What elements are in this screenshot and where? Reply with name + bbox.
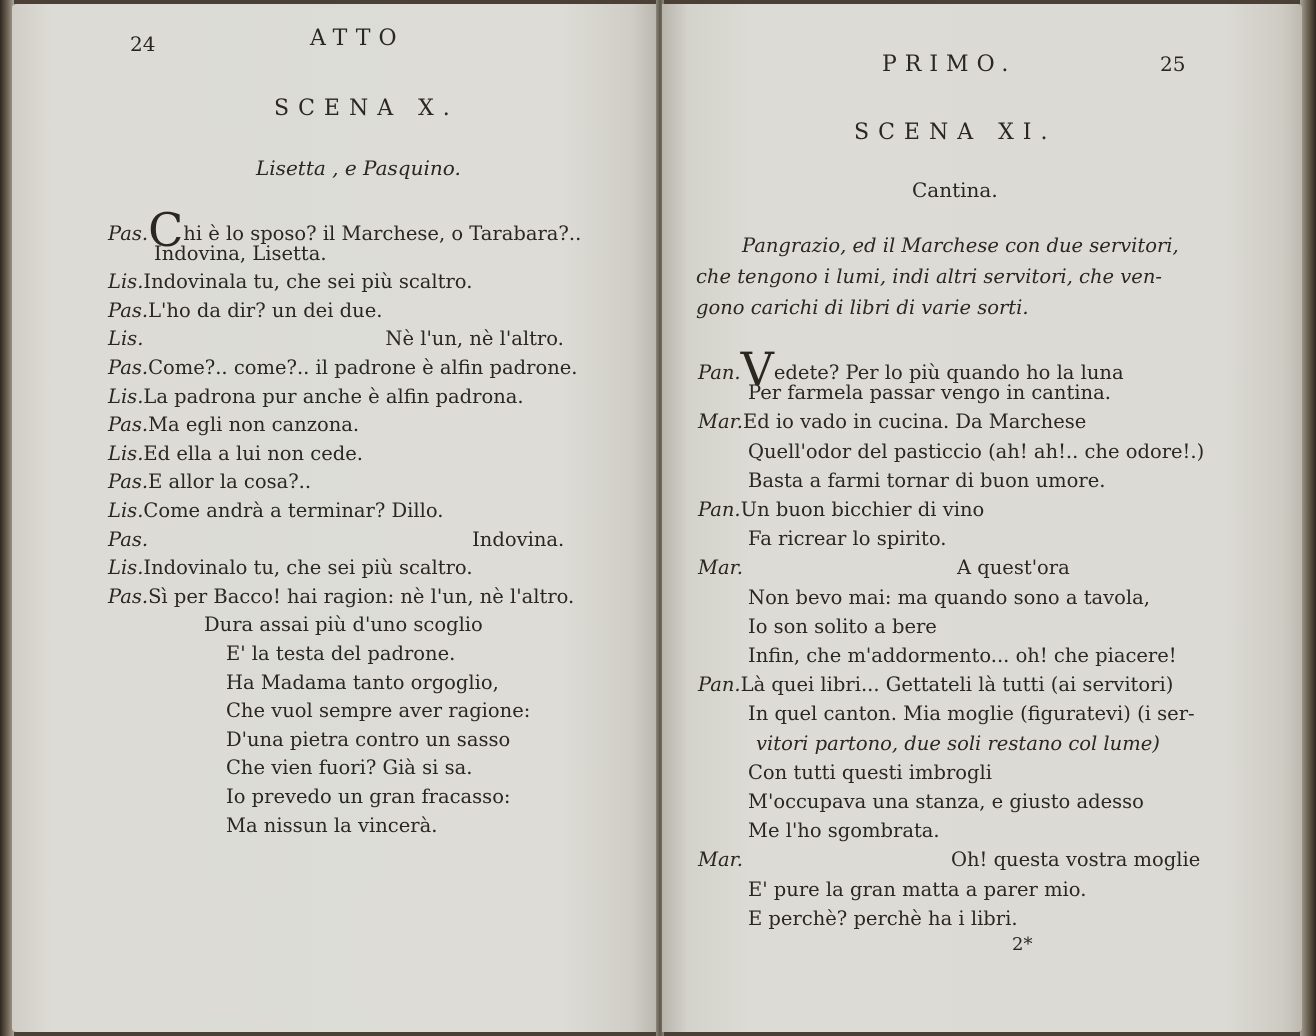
speaker-label: Lis.: [108, 499, 144, 522]
line-text: [148, 353, 577, 382]
speaker-label: Pan.: [698, 673, 741, 697]
line-text: [226, 782, 511, 811]
line-text: [472, 525, 564, 554]
line-words: Indovinalo tu, che sei più scaltro.: [143, 556, 473, 580]
speaker-label: Pas.: [108, 413, 149, 437]
line-words: Ma egli non canzona.: [148, 413, 360, 437]
verse-line: [698, 612, 937, 641]
verse-line: [698, 524, 946, 553]
line-text: [741, 495, 985, 524]
character-list: Lisetta , e Pasquino.: [256, 156, 461, 180]
verse-line: [108, 782, 511, 811]
verse-line: [698, 904, 1018, 933]
line-text: [148, 296, 382, 325]
scene-setting: Cantina.: [912, 178, 998, 202]
line-text: [143, 382, 523, 411]
verse-line: [698, 378, 1111, 407]
line-text: [748, 875, 1086, 904]
line-text: [154, 239, 327, 268]
line-text: [748, 787, 1144, 816]
line-words: Io son solito a bere: [748, 614, 937, 638]
line-text: [226, 696, 530, 725]
verse-line: [698, 758, 992, 787]
line-words: Io prevedo un gran fracasso:: [226, 785, 511, 808]
right-page: [662, 4, 1302, 1032]
line-words: Un buon bicchier di vino: [740, 498, 985, 521]
verse-line: [698, 875, 1086, 904]
stage-direction-line: gono carichi di libri di varie sorti.: [696, 296, 1029, 319]
scene-title: SCENA XI.: [854, 120, 1057, 145]
line-words: E allor la cosa?..: [148, 470, 312, 494]
line-words: Come andrà a terminar? Dillo.: [143, 499, 444, 522]
verse-line: [108, 525, 564, 554]
verse-line: [108, 725, 510, 754]
verse-line: [108, 668, 499, 697]
line-words: Ha Madama tanto orgoglio,: [226, 670, 499, 694]
verse-line: [698, 670, 1173, 699]
line-text: [748, 466, 1105, 495]
speaker-label: Lis.: [108, 556, 144, 580]
line-words: Là quei libri... Gettateli là tutti (ai servitori): [740, 673, 1174, 697]
line-text: [143, 496, 443, 525]
line-text: [743, 407, 1086, 436]
speaker-label: Lis.: [108, 441, 144, 465]
verse-line: [108, 439, 363, 468]
speaker-label: Pas.: [108, 584, 149, 608]
verse-line: [698, 845, 1200, 874]
line-text: [226, 668, 499, 697]
speaker-label: Lis.: [108, 270, 144, 294]
page-number: 25: [1160, 52, 1186, 76]
line-words: Nè l'un, nè l'altro.: [385, 327, 564, 351]
speaker-label: Pan.: [698, 498, 741, 521]
line-words: E' pure la gran matta a parer mio.: [748, 877, 1087, 901]
line-words: M'occupava una stanza, e giusto adesso: [748, 790, 1144, 813]
line-words: Sì per Bacco! hai ragion: nè l'un, nè l'altro.: [148, 584, 575, 608]
line-text: [748, 524, 946, 553]
verse-line: [698, 816, 940, 845]
line-text: [385, 324, 563, 353]
line-words: L'ho da dir? un dei due.: [148, 298, 383, 322]
verse-line: [108, 353, 578, 382]
line-text: [226, 639, 455, 668]
speaker-label: Lis.: [108, 327, 144, 351]
line-text: [957, 553, 1070, 582]
line-text: [143, 267, 472, 296]
line-text: [148, 582, 574, 611]
stage-direction-line: che tengono i lumi, indi altri servitori, che ven-: [696, 265, 1162, 288]
verse-line: [108, 382, 524, 411]
line-words: D'una pietra contro un sasso: [226, 727, 511, 751]
running-head: PRIMO.: [882, 52, 1017, 77]
line-words: Dura assai più d'uno scoglio: [204, 613, 483, 637]
line-text: [748, 612, 937, 641]
line-words: Me l'ho sgombrata.: [748, 819, 940, 843]
verse-line: [108, 496, 443, 525]
line-text: [748, 641, 1177, 670]
line-words: Indovina, Lisetta.: [154, 241, 327, 265]
line-text: [748, 758, 992, 787]
line-text: [748, 437, 1204, 466]
verse-line: [108, 467, 311, 496]
line-words: Con tutti questi imbrogli: [748, 760, 993, 784]
line-words: hi è lo sposo? il Marchese, o Tarabara?..: [183, 222, 582, 245]
line-words: Infin, che m'addormento... oh! che piacere!: [748, 644, 1177, 667]
line-words: Che vuol sempre aver ragione:: [226, 699, 531, 723]
line-text: [748, 583, 1150, 612]
left-page: [12, 4, 658, 1032]
speaker-label: Mar.: [698, 848, 743, 872]
verse-line: [108, 696, 530, 725]
line-text: [741, 670, 1174, 699]
verse-line: [698, 729, 1160, 758]
speaker-label: Pas.: [108, 527, 149, 551]
line-words: Quell'odor del pasticcio (ah! ah!.. che odore!.): [748, 439, 1205, 463]
verse-line: [108, 239, 327, 268]
line-words: La padrona pur anche è alfin padrona.: [143, 384, 524, 408]
line-words: E perchè? perchè ha i libri.: [748, 906, 1018, 930]
verse-line: [108, 410, 359, 439]
verse-line: [108, 267, 472, 296]
speaker-label: Mar.: [698, 556, 743, 580]
speaker-label: Pan.: [698, 361, 741, 384]
verse-line: [108, 296, 382, 325]
line-text: [748, 816, 940, 845]
line-words: Come?.. come?.. il padrone è alfin padrone.: [148, 356, 578, 379]
line-text: [148, 410, 359, 439]
verse-line: [108, 811, 437, 840]
line-text: [143, 439, 363, 468]
verse-line: [698, 641, 1177, 670]
line-text: [756, 729, 1160, 758]
line-words: Che vien fuori? Già si sa.: [226, 756, 473, 780]
verse-line: [108, 639, 455, 668]
line-text: [748, 378, 1111, 407]
line-words: Ed ella a lui non cede.: [143, 441, 363, 465]
line-words: Indovina.: [472, 527, 565, 551]
verse-line: [698, 553, 1070, 582]
line-text: [226, 811, 437, 840]
verse-line: [698, 699, 1195, 728]
scene-title: SCENA X.: [274, 96, 459, 121]
line-words: A quest'ora: [956, 556, 1070, 580]
line-words: In quel canton. Mia moglie (figuratevi) (i ser-: [748, 702, 1195, 726]
line-text: [226, 725, 510, 754]
line-words: Non bevo mai: ma quando sono a tavola,: [748, 585, 1150, 609]
verse-line: [108, 610, 483, 639]
line-text: [951, 845, 1200, 874]
page-number: 24: [130, 32, 156, 56]
signature-mark: 2*: [1012, 934, 1033, 955]
speaker-label: Mar.: [698, 410, 743, 434]
drop-cap: V: [740, 342, 774, 396]
line-words: Indovinala tu, che sei più scaltro.: [143, 270, 473, 294]
verse-line: [108, 582, 574, 611]
line-text: [748, 904, 1018, 933]
line-text: [226, 753, 472, 782]
line-words: E' la testa del padrone.: [226, 642, 456, 665]
verse-line: [108, 324, 564, 353]
line-words: edete? Per lo più quando ho la luna: [773, 361, 1124, 384]
speaker-label: Pas.: [108, 470, 149, 494]
stage-direction-line: Pangrazio, ed il Marchese con due servitori,: [742, 234, 1179, 257]
verse-line: [698, 407, 1086, 436]
running-head: ATTO: [310, 26, 405, 51]
verse-line: [698, 787, 1144, 816]
line-text: [748, 699, 1195, 728]
speaker-label: Pas.: [108, 298, 149, 322]
line-words: Ma nissun la vincerà.: [226, 813, 438, 837]
speaker-label: Lis.: [108, 384, 144, 408]
verse-line: [108, 753, 472, 782]
drop-cap: C: [148, 203, 184, 257]
speaker-label: Pas.: [108, 222, 149, 245]
line-text: [143, 553, 472, 582]
line-words: vitori partono, due soli restano col lume): [756, 731, 1160, 755]
verse-line: [698, 466, 1105, 495]
line-words: Fa ricrear lo spirito.: [748, 527, 947, 551]
verse-line: [108, 553, 473, 582]
line-text: [148, 467, 311, 496]
line-words: Ed io vado in cucina. Da Marchese: [742, 410, 1087, 434]
line-words: Per farmela passar vengo in cantina.: [748, 381, 1111, 405]
line-text: [204, 610, 483, 639]
verse-line: [698, 495, 984, 524]
line-words: Basta a farmi tornar di buon umore.: [748, 468, 1106, 492]
verse-line: [698, 437, 1204, 466]
speaker-label: Pas.: [108, 356, 149, 379]
line-words: Oh! questa vostra moglie: [950, 848, 1201, 872]
verse-line: [698, 583, 1150, 612]
book-edge-right: [1300, 0, 1316, 1036]
